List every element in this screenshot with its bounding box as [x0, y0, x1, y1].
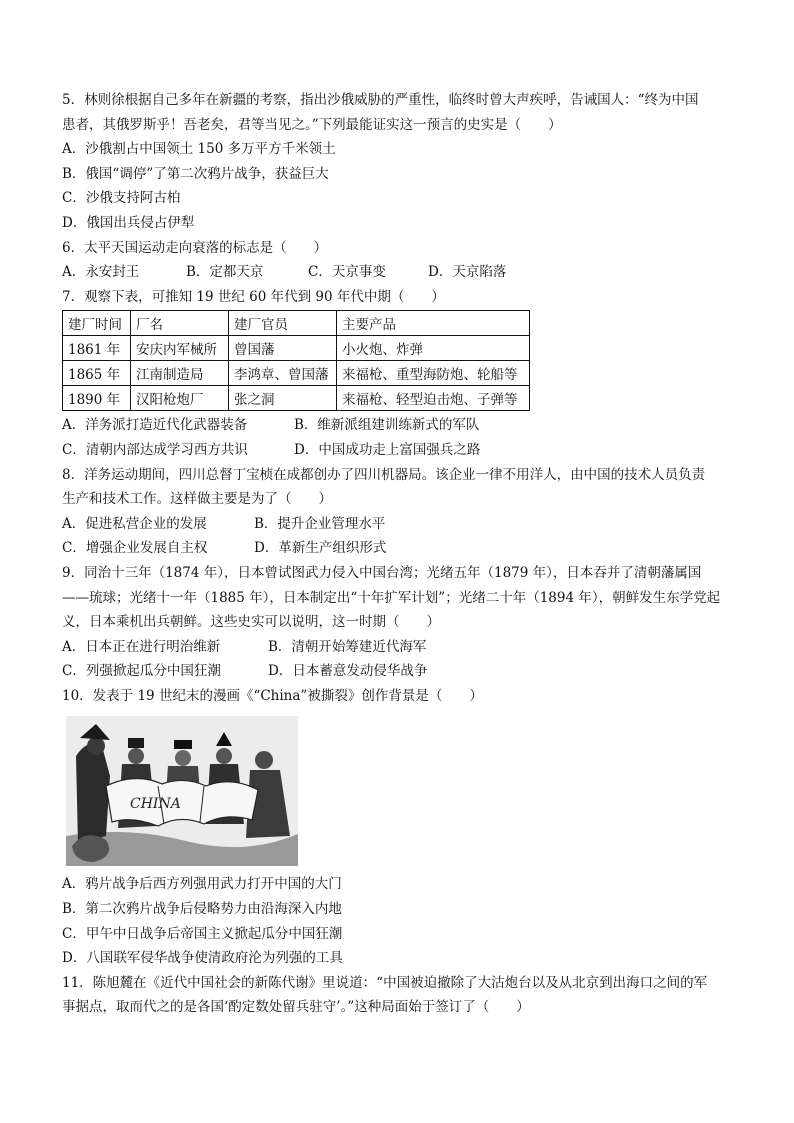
question-7-stem: 7．观察下表，可推知 19 世纪 60 年代到 90 年代中期（ ） — [62, 288, 445, 305]
question-7-option-d[interactable]: D．中国成功走上富国强兵之路 — [294, 441, 481, 458]
question-9-options-row-1 — [62, 635, 734, 660]
table-cell: 李鸿章、曾国藩 — [229, 361, 337, 386]
question-9-option-c[interactable]: C．列强掀起瓜分中国狂潮 — [62, 663, 221, 680]
question-11 — [62, 971, 734, 1020]
question-9 — [62, 561, 734, 684]
question-8-option-b[interactable]: B．提升企业管理水平 — [254, 515, 386, 532]
question-11-stem-line-1: 11．陈旭麓在《近代中国社会的新陈代谢》里说道：“中国被迫撤除了大沽炮台以及从北京到出海口之间的军 — [62, 974, 708, 991]
question-10-option-c[interactable]: C．甲午中日战争后帝国主义掀起瓜分中国狂潮 — [62, 925, 343, 942]
question-8-options-row-1 — [62, 512, 734, 537]
question-10-stem: 10．发表于 19 世纪末的漫画《“China”被撕裂》创作背景是（ ） — [62, 687, 483, 704]
question-6-option-d[interactable]: D．天京陷落 — [428, 264, 507, 281]
question-5 — [62, 88, 734, 236]
question-6 — [62, 236, 734, 285]
question-8-stem-line-1: 8．洋务运动期间，四川总督丁宝桢在成都创办了四川机器局。该企业一律不用洋人，由中国的技术人员负责 — [62, 466, 706, 483]
table-cell: 1890 年 — [63, 386, 131, 411]
table-cell: 曾国藩 — [229, 336, 337, 361]
question-7-option-a[interactable]: A．洋务派打造近代化武器装备 — [62, 417, 248, 434]
exam-content — [62, 88, 734, 1020]
question-7-option-c[interactable]: C．清朝内部达成学习西方共识 — [62, 441, 248, 458]
question-9-stem-line-1: 9．同治十三年（1874 年），日本曾试图武力侵入中国台湾；光绪五年（1879 年），日本吞并了清朝藩属国 — [62, 564, 702, 581]
question-5-option-a[interactable]: A．沙俄割占中国领土 150 多万平方千米领土 — [62, 141, 336, 158]
question-10-option-d[interactable]: D．八国联军侵华战争使清政府沦为列强的工具 — [62, 950, 343, 967]
table-header-cell: 建厂官员 — [229, 311, 337, 336]
table-header-cell: 建厂时间 — [63, 311, 131, 336]
question-6-option-b[interactable]: B．定都天京 — [186, 264, 264, 281]
question-7-option-b[interactable]: B．维新派组建训练新式的军队 — [294, 417, 480, 434]
table-row — [63, 336, 530, 361]
china-torn-cartoon-image — [66, 716, 298, 866]
question-8-stem-line-2: 生产和技术工作。这样做主要是为了（ ） — [62, 491, 332, 508]
table-cell: 安庆内军械所 — [131, 336, 229, 361]
question-8-option-c[interactable]: C．增强企业发展自主权 — [62, 540, 208, 557]
table-header-cell: 主要产品 — [337, 311, 530, 336]
question-9-option-b[interactable]: B．清朝开始筹建近代海军 — [268, 638, 427, 655]
question-7-options-row-2 — [62, 438, 734, 463]
question-10-option-a[interactable]: A．鸦片战争后西方列强用武力打开中国的大门 — [62, 876, 342, 893]
question-5-stem-line-2: 患者，其俄罗斯乎！吾老矣，君等当见之。”下列最能证实这一预言的史实是（ ） — [62, 116, 562, 133]
question-8-option-a[interactable]: A．促进私营企业的发展 — [62, 515, 207, 532]
question-6-stem: 6．太平天国运动走向衰落的标志是（ ） — [62, 239, 328, 256]
factory-table-header-row — [63, 311, 530, 336]
table-row — [63, 361, 530, 386]
table-cell: 1865 年 — [63, 361, 131, 386]
table-cell: 来福枪、重型海防炮、轮船等 — [337, 361, 530, 386]
question-5-stem-line-1: 5．林则徐根据自己多年在新疆的考察，指出沙俄威胁的严重性，临终时曾大声疾呼，告诫国人：“终为中国 — [62, 92, 699, 108]
question-8 — [62, 463, 734, 561]
question-8-options-row-2 — [62, 536, 734, 561]
question-5-option-d[interactable]: D．俄国出兵侵占伊犁 — [62, 214, 195, 231]
table-row — [63, 386, 530, 411]
question-9-stem-line-2: ——琉球；光绪十一年（1885 年），日本制定出“十年扩军计划”；光绪二十年（1894 年），朝鲜发生东学党起 — [62, 589, 721, 606]
table-cell: 小火炮、炸弹 — [337, 336, 530, 361]
question-10 — [62, 684, 734, 971]
table-cell: 来福枪、轻型迫击炮、子弹等 — [337, 386, 530, 411]
table-cell: 张之洞 — [229, 386, 337, 411]
question-7 — [62, 285, 734, 463]
question-6-options — [62, 260, 734, 285]
factory-table — [62, 310, 530, 411]
table-header-cell: 厂名 — [131, 311, 229, 336]
question-9-stem-line-3: 义，日本乘机出兵朝鲜。这些史实可以说明，这一时期（ ） — [62, 614, 440, 631]
question-9-option-d[interactable]: D．日本蓄意发动侵华战争 — [268, 663, 428, 680]
table-cell: 1861 年 — [63, 336, 131, 361]
cartoon-drawing — [66, 716, 298, 866]
question-9-option-a[interactable]: A．日本正在进行明治维新 — [62, 638, 221, 655]
question-6-option-a[interactable]: A．永安封王 — [62, 264, 140, 281]
table-cell: 汉阳枪炮厂 — [131, 386, 229, 411]
question-9-options-row-2 — [62, 659, 734, 684]
table-cell: 江南制造局 — [131, 361, 229, 386]
cartoon-china-lettering: CHINA — [130, 796, 181, 813]
question-5-option-b[interactable]: B．俄国“调停”了第二次鸦片战争，获益巨大 — [62, 165, 329, 182]
question-5-option-c[interactable]: C．沙俄支持阿古柏 — [62, 190, 181, 207]
question-10-option-b[interactable]: B．第二次鸦片战争后侵略势力由沿海深入内地 — [62, 901, 342, 918]
question-6-option-c[interactable]: C．天京事变 — [308, 264, 386, 281]
question-11-stem-line-2: 事据点，取而代之的是各国‘酌定数处留兵驻守’。”这种局面始于签订了（ ） — [62, 999, 530, 1016]
question-8-option-d[interactable]: D．革新生产组织形式 — [254, 540, 387, 557]
question-7-options-row-1 — [62, 413, 734, 438]
